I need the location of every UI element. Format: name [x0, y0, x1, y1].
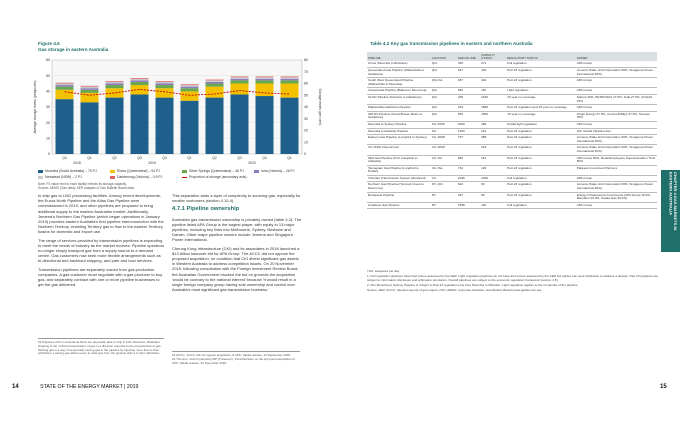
table-cell: 456	[457, 61, 480, 67]
table-cell: Part 23 regulation	[506, 165, 576, 175]
year-label: 2018	[73, 161, 81, 165]
table-cell: SEA Gas Pipeline (Port Campbell to Adelaide)	[367, 155, 431, 165]
table-cell: 358	[480, 135, 506, 145]
legend-swatch	[254, 170, 259, 173]
table-cell: 734	[457, 165, 480, 175]
table-row	[367, 88, 657, 95]
right-page	[340, 0, 680, 425]
bar-segment	[281, 98, 299, 154]
table-cell: Eastern Gas Pipeline (Longford to Sydney)	[367, 135, 431, 145]
table-cell: 840	[457, 88, 480, 95]
paragraph: to ship gas to LNG processing facilities. Among recent developments, the Euroa North Pipeline and the Atlas Gas Pipeline were commissioned in 2019, and other pipelines are proposed to bring additional supply to the eastern Australian market. Additionally, Jemena's Northern Gas Pipeline (which began operations in January 2019) provides eastern Australia's first pipeline interconnection with the Northern Territory, enabling Territory gas to flow to the eastern Territory basins for domestic and export use.	[38, 193, 164, 235]
x-tick-label: Q1	[187, 156, 192, 160]
column-header: REGULATORY STATUS	[506, 52, 576, 61]
bar-segment	[81, 87, 99, 89]
y2-tick-label: 30	[304, 116, 308, 121]
footnote-divider	[38, 338, 164, 339]
bar-segment	[156, 82, 174, 84]
table-cell: Partial light regulation	[506, 121, 576, 128]
legend-label: Silver Springs (Queensland) – 46 PJ	[189, 169, 244, 173]
table-cell: Jemena (State Grid Corporation 60%, Singapore Power International 40%)	[576, 145, 657, 155]
table-cell: APA Group	[576, 78, 657, 88]
bar-segment	[181, 91, 199, 100]
left-footer	[12, 384, 138, 390]
right-footer	[660, 384, 667, 390]
table-cell: Bonaparte Pipeline	[367, 192, 431, 202]
table-row	[367, 155, 657, 165]
bar-segment	[181, 87, 199, 89]
bar-segment	[81, 88, 99, 90]
table-cell: 145	[480, 68, 506, 78]
table-cell: 241	[480, 128, 506, 135]
x-tick-label: Q3	[137, 156, 142, 160]
section-heading: 4.7.1 Pipeline ownership	[172, 206, 240, 213]
page-number: 15	[660, 384, 667, 390]
legend-item	[182, 175, 254, 179]
bar-segment	[181, 88, 199, 91]
table-cell: Light regulation	[506, 88, 576, 95]
bar-segment	[56, 85, 74, 87]
bar-segment	[231, 77, 249, 79]
y-tick-label: 60	[46, 58, 50, 63]
chart-legend	[38, 168, 328, 180]
table-cell: Vic	[431, 175, 457, 182]
table-cell: Carpentaria Pipeline (Ballera to Mount Isa)	[367, 88, 431, 95]
table-cell: APA Group	[576, 202, 657, 209]
chapter-tab-label: CHAPTER 4 GAS MARKETS IN EASTERN AUSTRALIA	[668, 172, 678, 231]
table-cell: 1658	[457, 202, 480, 209]
table-header-row	[367, 52, 657, 61]
x-tick-label: Q4	[262, 156, 267, 160]
y2-axis-label: Storage levels (per cent)	[318, 88, 322, 126]
footnote	[172, 354, 300, 365]
legend-label: Dandenong (Victoria) – 0.5 PJ	[117, 175, 163, 179]
table-cell: GLNG Pipeline (Fairview to Gladstone)	[367, 94, 431, 104]
y-tick-label: 0	[48, 152, 50, 157]
table-cell: 271	[480, 61, 506, 67]
bar-segment	[281, 79, 299, 81]
table-row	[367, 165, 657, 175]
bar-segment	[81, 102, 99, 154]
figure-title: Gas storage in eastern Australia	[38, 47, 109, 52]
table-notes	[367, 270, 659, 294]
table-cell: QIC Global Infrastructure	[576, 128, 657, 135]
bar-segment	[256, 76, 274, 77]
bar-segment	[56, 87, 74, 90]
y-tick-label: 20	[46, 120, 50, 125]
table-cell: Qld	[431, 94, 457, 104]
table-cell: SA	[431, 128, 457, 135]
table-cell: 797	[457, 135, 480, 145]
footnote-item: 23 ACCC, 'ACCC will not oppose acquisition of APA', Media release, 13 September 2018.	[172, 353, 291, 357]
table-cell: Tasmanian Gas Pipeline (Longford to Hobart)	[367, 165, 431, 175]
bar-segment	[56, 84, 74, 86]
legend-label: Proportion of storage (secondary axis)	[189, 175, 247, 179]
table-row	[367, 121, 657, 128]
table-cell: 80	[480, 192, 506, 202]
legend-swatch	[38, 176, 43, 179]
bar-segment	[56, 90, 74, 99]
table-cell: Part 23 regulation	[506, 68, 576, 78]
legend-label: Moomba (South Australia) – 70 PJ	[45, 169, 97, 173]
legend-item	[38, 175, 110, 179]
bar-segment	[256, 77, 274, 79]
table-cell: Jemena (State Grid Corporation 60%, Singapore Power International 40%)	[576, 182, 657, 192]
y-tick-label: 50	[46, 73, 50, 78]
x-tick-label: Q2	[212, 156, 217, 160]
legend-item	[254, 169, 326, 173]
table-cell: 287	[457, 192, 480, 202]
bar-segment	[131, 79, 149, 81]
bar-segment	[206, 87, 224, 98]
legend-item	[110, 175, 182, 179]
paragraph: Cheung Kong Infrastructure (CKI) and its associates in 2018 launched a $13 billion takeover bid for APA Group. The ACCC did not oppose the proposed acquisition, on condition that CKI divest significant gas assets in Western Australia to address competition issues. On 20 November 2018, following consultation with the Foreign Investment Review Board, the Australian Government blocked the bid on grounds the acquisition 'would be contrary to the national interest' because 'it would result in a single foreign company group having sole ownership and control over Australia's most significant gas transmission business.'	[172, 245, 300, 293]
year-label: 2020	[248, 161, 256, 165]
x-tick-label: Q1	[87, 156, 92, 160]
y-tick-label: 30	[46, 105, 50, 110]
bar-segment	[81, 90, 99, 93]
left-text-column-1	[38, 193, 165, 290]
bar-segment	[256, 79, 274, 81]
bar-segment	[81, 93, 99, 102]
legend-item	[38, 169, 110, 173]
bar-segment	[106, 82, 124, 84]
table-cell: Moomba to Sydney Pipeline	[367, 121, 431, 128]
table-cell: 2029	[457, 121, 480, 128]
bar-segment	[81, 86, 99, 87]
table-cell: Wallumbilla Gladstone Pipeline	[367, 105, 431, 112]
table-note: 2. The Moomba to Sydney Pipeline is subject to Part 23 regulation only from Moomba to Marsden. Light regulation applies to the remainder of the pipeline.	[367, 282, 579, 287]
table-note: TJ/d, terajoules per day.	[367, 269, 400, 273]
table-cell: Amadeus Gas Pipeline	[367, 202, 431, 209]
bar-segment	[206, 84, 224, 87]
bar-segment	[206, 98, 224, 154]
table-cell: Vic–NSW	[431, 135, 457, 145]
footnote: 22 Pipelines with no directional flows are physically able to ship in both directions. Backhaul shipping is the 'virtual transportation' of gas in a direction opposite to the physical flow of gas. Parking gas is a way of temporarily storing gas in the pipeline by injecting more than is flow withdrawn. Loaning gas allows users to draw gas from the pipeline than it is then withdrawn.	[38, 340, 162, 356]
table-cell: 90	[480, 182, 506, 192]
bar-segment	[156, 85, 174, 88]
table-cell: 334	[457, 105, 480, 112]
y2-tick-label: 20	[304, 128, 308, 133]
table-cell: APA Group	[576, 61, 657, 67]
table-cell: 404	[480, 78, 506, 88]
table-cell: Vic–Tas	[431, 165, 457, 175]
legend-label: Iona (Victoria) – 26 PJ	[261, 169, 295, 173]
bar-segment	[131, 80, 149, 82]
table-cell: Vic–NSW	[431, 145, 457, 155]
table-cell: Queensland Gas Pipeline (Wallumbilla to Gladstone)	[367, 68, 431, 78]
table-body	[367, 61, 657, 209]
table-cell: Santos 30%, PETRONAS 27.5%, Total 27.5%, KOGAS 15%	[576, 94, 657, 104]
bar-segment	[281, 80, 299, 83]
table-cell: SA–NSW	[431, 121, 457, 128]
table-cell: 129	[480, 165, 506, 175]
table-cell: 314	[480, 155, 506, 165]
y-tick-label: 40	[46, 89, 50, 94]
table-row	[367, 135, 657, 145]
legend-swatch	[38, 170, 43, 173]
table-cell: Qld	[431, 68, 457, 78]
table-cell: Victorian Transmission System (Declared)	[367, 175, 431, 182]
bar-segment	[231, 76, 249, 77]
bar-segment	[106, 98, 124, 154]
table-cell: 530	[457, 111, 480, 121]
table-cell: APA Group	[576, 105, 657, 112]
table-cell: Part 23 regulation and 15 year no coverage	[506, 105, 576, 112]
bar-segment	[206, 82, 224, 84]
table-cell: NT–Qld	[431, 182, 457, 192]
left-text-column-2	[172, 193, 302, 295]
footnote-item: 24 The Hon. Josh Frydenberg MP (Treasurer), 'Final Decision on the proposed acquisition of APA', Media release, 20 November 2018.	[172, 356, 295, 365]
table-cell: Qld–SA	[431, 78, 457, 88]
bar-segment	[181, 84, 199, 85]
table-cell: Vic–NSW Interconnect	[367, 145, 431, 155]
table-cell: 937	[457, 78, 480, 88]
figure-label: Figure 4.6	[38, 41, 60, 46]
column-header: CAPACITY (TJ/DAY)	[480, 52, 506, 61]
table-cell: Vic–SA	[431, 155, 457, 165]
figure-source: Source: AEMO (Gas data); AER analysis of Gas Bulletin Board data.	[38, 186, 135, 191]
table-row	[367, 94, 657, 104]
legend-label: Roma (Queensland) – 54 PJ	[117, 169, 160, 173]
x-tick-label: Q4	[62, 156, 67, 160]
table-cell: Part 23 regulation	[506, 135, 576, 145]
table-cell: Jemena (State Grid Corporation 60%, Singapore Power International 40%)	[576, 68, 657, 78]
bar-segment	[256, 84, 274, 97]
table-cell: Moomba to Adelaide Pipeline	[367, 128, 431, 135]
paragraph: This separation adds a layer of complexity to sourcing gas, especially for smaller customers (section 4.10.4).	[172, 193, 301, 204]
table-cell: APLNG Pipeline (Surat-Bowen Basin to Gladstone)	[367, 111, 431, 121]
page-number: 14	[12, 384, 19, 390]
column-header: OWNER	[576, 52, 657, 61]
table-row	[367, 68, 657, 78]
x-tick-label: Q4	[162, 156, 167, 160]
table-cell: Qld	[431, 88, 457, 95]
y2-tick-label: 80	[304, 58, 308, 63]
table-cell: Part 23 regulation	[506, 128, 576, 135]
table-cell: 1588	[480, 105, 506, 112]
bar-segment	[181, 85, 199, 87]
column-header: LOCATION	[431, 52, 457, 61]
table-row	[367, 105, 657, 112]
table-cell: Qld	[431, 61, 457, 67]
table-row	[367, 202, 657, 209]
table-cell: 2035	[457, 175, 480, 182]
bar-segment	[106, 85, 124, 88]
table-cell: 1560	[480, 111, 506, 121]
table-cell: 627	[457, 68, 480, 78]
table-cell	[457, 145, 480, 155]
legend-item	[110, 169, 182, 173]
table-cell: APA Group	[576, 88, 657, 95]
legend-swatch	[182, 177, 187, 178]
paragraph: The range of services provided by transmission pipelines is expanding to meet the needs of industry as the market evolves. Pipeline operators no longer simply transport gas from a supply source to a demand centre. Gas customers now seek more flexible arrangements such as bi-directional and backhaul shipping, and park and loan services.	[38, 237, 165, 264]
bar-segment	[206, 80, 224, 82]
table-row	[367, 111, 657, 121]
table-cell: 15 year no coverage	[506, 94, 576, 104]
table-row	[367, 192, 657, 202]
bar-segment	[156, 98, 174, 154]
bar-segment	[231, 84, 249, 95]
bar-segment	[181, 101, 199, 154]
table-cell: Qld	[431, 111, 457, 121]
table-cell: 680	[457, 155, 480, 165]
paragraph: Australian gas transmission ownership is privately owned (table 4.2). The pipeline listed APA Group is the largest player, with equity in 13 major pipelines, including key links into Melbourne, Sydney, Brisbane and Darwin. Other major pipeline owners include Jemena and Singapore Power International.	[172, 216, 302, 243]
figure-note: Note: PJ value next to each facility reflects its storage capacity.	[38, 182, 127, 186]
y-tick-label: 10	[46, 136, 50, 141]
table-cell: 1184	[457, 128, 480, 135]
table-cell: 1030	[480, 175, 506, 182]
table-cell: Origin Energy 37.5%, ConocoPhillips 37.5%, Sinopec 25%	[576, 111, 657, 121]
pipelines-table	[367, 52, 657, 209]
table-cell: Energy Infrastructure Investments (APA Group 19.9%, Marubeni 49.9%, Osaka Gas 30.2%)	[576, 192, 657, 202]
table-row	[367, 128, 657, 135]
bar-segment	[106, 81, 124, 82]
bar-segment	[281, 76, 299, 77]
table-cell: 119	[480, 88, 506, 95]
table-cell: 223	[480, 145, 506, 155]
bar-segment	[106, 84, 124, 86]
table-cell: Qld	[431, 105, 457, 112]
bar-segment	[131, 82, 149, 85]
year-label: 2019	[148, 161, 156, 165]
table-cell: 120	[480, 202, 506, 209]
bar-segment	[131, 78, 149, 79]
x-tick-label: Q3	[237, 156, 242, 160]
table-row	[367, 145, 657, 155]
table-label: Table 4.2 Key gas transmission pipelines in eastern and northern Australia	[370, 41, 533, 46]
table-cell: Part 23 regulation	[506, 182, 576, 192]
bar-segment	[231, 94, 249, 154]
bar-segment	[56, 83, 74, 84]
table-cell: NT	[431, 202, 457, 209]
table-cell: South West Queensland Pipeline (Wallumbilla to Moomba)	[367, 78, 431, 88]
table-row	[367, 78, 657, 88]
table-cell: Part 23 regulation	[506, 155, 576, 165]
bar-segment	[281, 77, 299, 79]
table-cell: Full regulation	[506, 175, 576, 182]
footnote-divider	[172, 351, 300, 352]
y2-tick-label: 0	[304, 152, 306, 157]
bar-segment	[131, 94, 149, 154]
legend-swatch	[110, 170, 115, 173]
bar-segment	[56, 99, 74, 154]
legend-swatch	[182, 170, 187, 173]
y2-tick-label: 50	[304, 93, 308, 98]
table-row	[367, 182, 657, 192]
table-cell: 15 year no coverage	[506, 111, 576, 121]
table-cell: APA Group 50%, Retail Employees Superannuation Trust 50%	[576, 155, 657, 165]
table-row	[367, 175, 657, 182]
bar-segment	[231, 79, 249, 81]
gas-storage-chart	[30, 56, 324, 176]
table-cell: APA Group	[576, 121, 657, 128]
x-tick-label: Q2	[112, 156, 117, 160]
table-cell: Part 23 regulation	[506, 78, 576, 88]
table-cell: Jemena (State Grid Corporation 60%, Singapore Power International 40%)	[576, 135, 657, 145]
column-header: PIPELINE	[367, 52, 431, 61]
table-note: Source: AER; ACCC; relevant reports of gas majors; OFX; AEMO; corporate websites; Gas Bulletin Board (www.gasbb.com.au).	[367, 287, 543, 292]
table-cell: Part 23 regulation	[506, 145, 576, 155]
paragraph: Transmission pipelines are separately owned from gas production companies. A gas customer must negotiate with a gas producer to buy gas, and separately contract with one or more pipeline businesses to get the gas delivered.	[38, 266, 163, 288]
y2-tick-label: 10	[304, 140, 308, 145]
bar-segment	[256, 96, 274, 154]
y-axis-label: Average storage levels (petajoules)	[33, 80, 37, 134]
table-cell: Northern Gas Pipeline (Tennant Creek to Mount Isa)	[367, 182, 431, 192]
publication-title: STATE OF THE ENERGY MARKET | 2019	[40, 384, 139, 390]
legend-item	[182, 169, 254, 173]
table-cell: 622	[457, 182, 480, 192]
table-cell: Palisade Investment Partners	[576, 165, 657, 175]
legend-label: Newstead (NSW) – 2 PJ	[45, 175, 82, 179]
table-cell: Full regulation	[506, 202, 576, 209]
y2-tick-label: 70	[304, 69, 308, 74]
table-cell: Arrow (Moomba to Brisbane)	[367, 61, 431, 67]
y2-tick-label: 60	[304, 81, 308, 86]
bar-segment	[156, 81, 174, 82]
table-cell: 1430	[480, 94, 506, 104]
table-cell: 489	[480, 121, 506, 128]
legend-swatch	[110, 176, 115, 179]
table-note: 1. Full regulation pipelines have their prices assessed by the AER. Light regulation pipelines do not have their prices assessed by the AER but parties can seek arbitration to address a dispute. Part 23 pipelines are subject to information disclosure and arbitration provisions. Overall pipelines are subject to the economic regulation framework (section 4.5).	[367, 273, 658, 282]
column-header: LENGTH (KM)	[457, 52, 480, 61]
table-cell: NT	[431, 192, 457, 202]
bar-segment	[281, 84, 299, 98]
table-cell: 435	[457, 94, 480, 104]
x-tick-label: Q1	[287, 156, 292, 160]
figure-notes	[38, 182, 318, 190]
bar-segment	[231, 80, 249, 83]
table-cell: Full regulation	[506, 61, 576, 67]
bar-segment	[206, 80, 224, 81]
bar-segment	[156, 84, 174, 86]
table-cell: APA Group	[576, 175, 657, 182]
y2-tick-label: 40	[304, 105, 308, 110]
bar-segment	[106, 88, 124, 97]
table-cell: Part 23 regulation	[506, 192, 576, 202]
bar-segment	[256, 80, 274, 83]
